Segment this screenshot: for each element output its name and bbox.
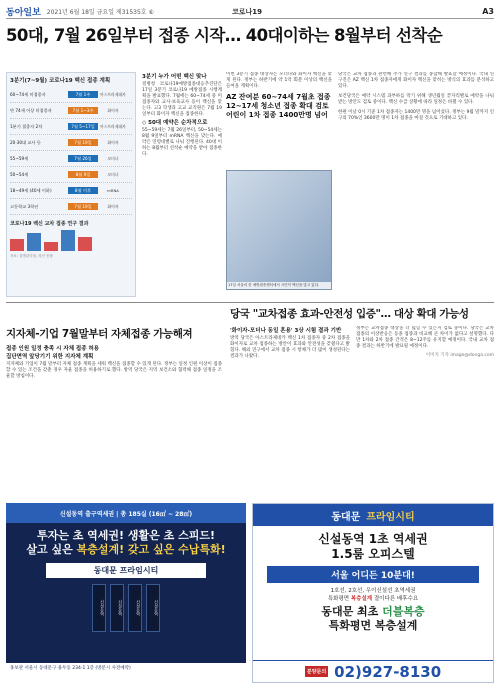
pull-quote (226, 93, 332, 120)
ad-detail-line (253, 595, 493, 603)
article-text: 55~59세는 7월 26일부터, 50~54세는 8월 9일부터 mRNA 백신을 맞는다. 예약은 연령대별로 나눠 진행된다. 40대 이하는 8월부터 선착순 예약을 받아 접종한다. (142, 128, 222, 157)
schedule-when: 7월 5~17일 (68, 123, 98, 130)
schedule-row (10, 183, 132, 199)
ad-brand-name: 동대문 (331, 511, 361, 523)
vaccine-schedule-infographic (6, 72, 136, 297)
schedule-who: 50~54세 (10, 172, 29, 177)
article-subhead: '화이자-모더나 동일 혼용' 3상 시험 결과 기반 (230, 328, 342, 334)
second-headline: 당국 "교차접종 효과-안전성 입증"… 대상 확대 가능성 (230, 308, 469, 320)
building-tower: 신설동역 (110, 584, 124, 632)
ad-right-banner[interactable] (252, 503, 494, 683)
schedule-vaccine: 화이자 (107, 139, 119, 145)
ad-detail-line: 1호선, 2호선, 우이신설선 초역세권 (330, 588, 416, 594)
pull-quote-line: 어린이 1차 접종 1400만명 넘어 (226, 111, 328, 119)
schedule-vaccine: 아스트라제네카 (100, 123, 126, 129)
ad-header (253, 504, 493, 526)
schedule-who: 60~74세 미접종자 (10, 92, 46, 97)
schedule-vaccine: 모더나 (107, 155, 119, 161)
article-text: 질병청 코로나19예방접종대응추진단은 17일 3분기 코로나19 예방접종 시행계획을 발표했다. 7월에는 60~74세 중 미접종자와 교사·보육교사 등이 백신을 맞는다. 고3 학생과 고교 교직원은 7월 19일부터 화이자 백신을 접종한다. (142, 82, 222, 117)
ad-text: 특화평면 (327, 596, 351, 602)
ad-brand-product: 프라임시티 (366, 511, 415, 523)
bar-mark (44, 242, 58, 251)
building-tower: 신설동역 (146, 584, 160, 632)
pull-quote-line: 12~17세 청소년 접종 확대 검토 (226, 102, 329, 110)
article-text: 당국은 교차 접종과 관련해 추가 연구 결과를 종합해 발표할 예정이다. 국내 연구진은 AZ 백신 1차 접종자에게 화이자 백신을 맞히는 방식의 효과를 분석하고 있다. (338, 72, 494, 89)
ad-building-illustration (6, 584, 246, 632)
masthead (6, 5, 494, 19)
article-text: 방역 당국은 아스트라제네카 백신 1차 접종자 중 2차 접종을 화이자로 교차 접종하는 방안이 효과와 안전성을 갖췄다고 밝혔다. 해외 연구에서 교차 접종 시 항체가 더 많이 생성된다는 결과가 나왔다. (230, 336, 350, 359)
ad-tagline-line: 투자는 초 역세권! 생활은 초 스피드! (37, 529, 215, 542)
right-article (356, 326, 494, 494)
ad-footer: 홍보관 서울시 동대문구 용두동 234-1 1층 (방문시 사전예약) (6, 663, 246, 683)
column-subhead: 3분기 누가 어떤 백신 맞나 (142, 74, 207, 80)
middle-article (230, 326, 350, 494)
ad-tagline (6, 529, 246, 557)
ad-highlight: 복층설계 (350, 596, 373, 602)
building-tower: 신설동역 (128, 584, 142, 632)
ad-brand: 동대문 프라임시티 (46, 563, 206, 578)
infographic-title: 3분기(7~9월) 코로나19 백신 접종 계획 (10, 78, 111, 84)
photo-caption: 17일 서울의 한 예방접종센터에서 시민이 백신을 맞고 있다. (227, 282, 331, 289)
schedule-when: 7월 26일 (68, 155, 98, 162)
article-subhead: 접종 인원 일정 충족 시 자체 접종 허용 (6, 346, 100, 352)
schedule-row (10, 167, 132, 183)
issue-date: 2021년 6월 18일 금요일 제31535호 ⑥ (46, 9, 154, 16)
ad-headline-line: 1.5룸 오피스텔 (331, 547, 415, 561)
schedule-row (10, 119, 132, 135)
schedule-who: 1분기 접종자 2차 (10, 124, 43, 129)
bar-mark (27, 233, 41, 251)
ad-feature-line (253, 605, 493, 619)
ad-tagline-line (6, 543, 246, 557)
schedule-when: 8월 이후 (68, 187, 98, 194)
vaccination-photo (226, 170, 332, 290)
schedule-when: 7월 1~3주 (68, 107, 98, 114)
schedule-when: 7월 19일 (68, 139, 98, 146)
schedule-when: 7월 19일 (68, 203, 98, 210)
bar-mark (10, 239, 24, 251)
ad-text: 결이다른 배후수요 (372, 596, 419, 602)
pull-quote-line: AZ 잔여분 60~74세 7월초 접종 (226, 93, 331, 101)
main-headline: 50대, 7월 26일부터 접종 시작… 40대이하는 8월부터 선착순 (6, 26, 443, 45)
schedule-when: 7월 1주 (68, 91, 98, 98)
ad-feature (253, 605, 493, 633)
schedule-vaccine: 화이자 (107, 107, 119, 113)
ad-top-strip: 신설동역 출구역세권 | 총 185실 (16㎡ ~ 28㎡) (6, 503, 246, 523)
article-text: 지자체와 기업이 7월 말부터 자체 접종 계획을 세워 백신을 접종할 수 있게 된다. 정부는 일정 인원 이상이 접종할 수 있는 조건을 갖춘 경우 자율 접종을 허용하기로 했다. 방역 당국은 지역 보건소와 협력해 접종 일정을 조율할 방침이다. (6, 362, 222, 379)
ad-highlight: 더블복층 (382, 605, 425, 618)
ad-feature-line: 특화평면 복층설계 (328, 619, 418, 632)
ad-headline (253, 532, 493, 562)
ad-headline-line: 신설동역 1초 역세권 (318, 532, 428, 546)
schedule-who: 고등학교 3학년 (10, 204, 39, 209)
left-article (6, 344, 222, 494)
article-subhead: 집단면역 앞당기기 위한 지자체 계획 (6, 354, 94, 360)
byline: 이미지 기자 image@donga.com (425, 353, 494, 358)
schedule-row (10, 87, 132, 103)
infographic-subtitle: 코로나19 백신 교차 접종 연구 결과 (10, 221, 89, 227)
ad-phone-label: 분양문의 (305, 666, 328, 677)
article-column-a (142, 72, 222, 158)
article-text: 정부는 교차접종 대상을 더 넓힐 수 있는지 검토 중이다. 당국은 교차 접종의 이상반응은 동종 접종과 비교해 큰 차이가 없다고 설명했다. 다만 1차와 2차 접종 간격은 8~12주를 유지할 예정이다. 국내 교차 접종 결과는 하반기에 발표될 예정이다. (356, 326, 494, 349)
schedule-row (10, 199, 132, 215)
article-text: 보건당국은 예약 시스템 과부하를 막기 위해 생년월일 끝자리별로 예약을 나눠 받는 방안도 검토 중이다. 백신 수급 상황에 따라 일정은 바뀔 수 있다. (338, 94, 494, 105)
schedule-row (10, 103, 132, 119)
schedule-rows (10, 87, 132, 215)
newspaper-logo: 동아일보 (6, 8, 41, 18)
schedule-who: 18~49세 (40세 이하) (10, 188, 52, 193)
ad-highlight: 복층설계! 갖고 싶은 수납특화! (76, 543, 226, 556)
ad-text: 살고 싶은 (26, 543, 77, 556)
section-name: 코로나19 (232, 7, 263, 16)
page-number: A3 (482, 7, 494, 16)
ad-left-banner[interactable] (6, 503, 246, 683)
schedule-row (10, 151, 132, 167)
building-tower: 신설동역 (92, 584, 106, 632)
schedule-who: 55~59세 (10, 156, 29, 161)
schedule-vaccine: 아스트라제네카 (100, 91, 126, 97)
ad-phone-number[interactable]: 02)927-8130 (334, 662, 442, 681)
schedule-who: 만 74세 이상 미접종자 (10, 108, 52, 113)
article-column-b (226, 72, 332, 166)
left-headline: 지자체-기업 7월말부터 자체접종 가능해져 (6, 328, 193, 340)
column-subhead: ◇ 50대 예약은 순차적으로 (142, 120, 208, 126)
schedule-row (10, 135, 132, 151)
schedule-who: 20·30대 교사 등 (10, 140, 41, 145)
schedule-vaccine: mRNA (107, 188, 119, 193)
schedule-when: 8월 9일 (68, 171, 98, 178)
ad-phone-strip[interactable] (253, 660, 493, 682)
ad-blue-banner: 서울 어디든 10분대! (267, 566, 479, 583)
ad-text: 동대문 최초 (321, 605, 383, 618)
bar-mark (78, 237, 92, 251)
results-bars (10, 229, 132, 251)
schedule-vaccine: 화이자 (107, 203, 119, 209)
article-column-c (338, 72, 494, 297)
schedule-vaccine: 모더나 (107, 171, 119, 177)
section-divider (6, 302, 494, 303)
ad-details (253, 587, 493, 603)
article-text: 이번 3분기 접종 대상자는 모더나와 화이자 백신을 맞게 된다. 정부는 하반기에 약 1억 회분 이상의 백신을 들여올 계획이다. (226, 72, 332, 89)
article-text: 한편 이날 0시 기준 1차 접종자는 1400만 명을 넘어섰다. 정부는 9월 말까지 인구의 70%인 3600만 명이 1차 접종을 마칠 것으로 기대하고 있다. (338, 110, 494, 121)
infographic-source: 자료: 질병관리청, 외신 종합 (10, 254, 53, 258)
bar-mark (61, 230, 75, 251)
